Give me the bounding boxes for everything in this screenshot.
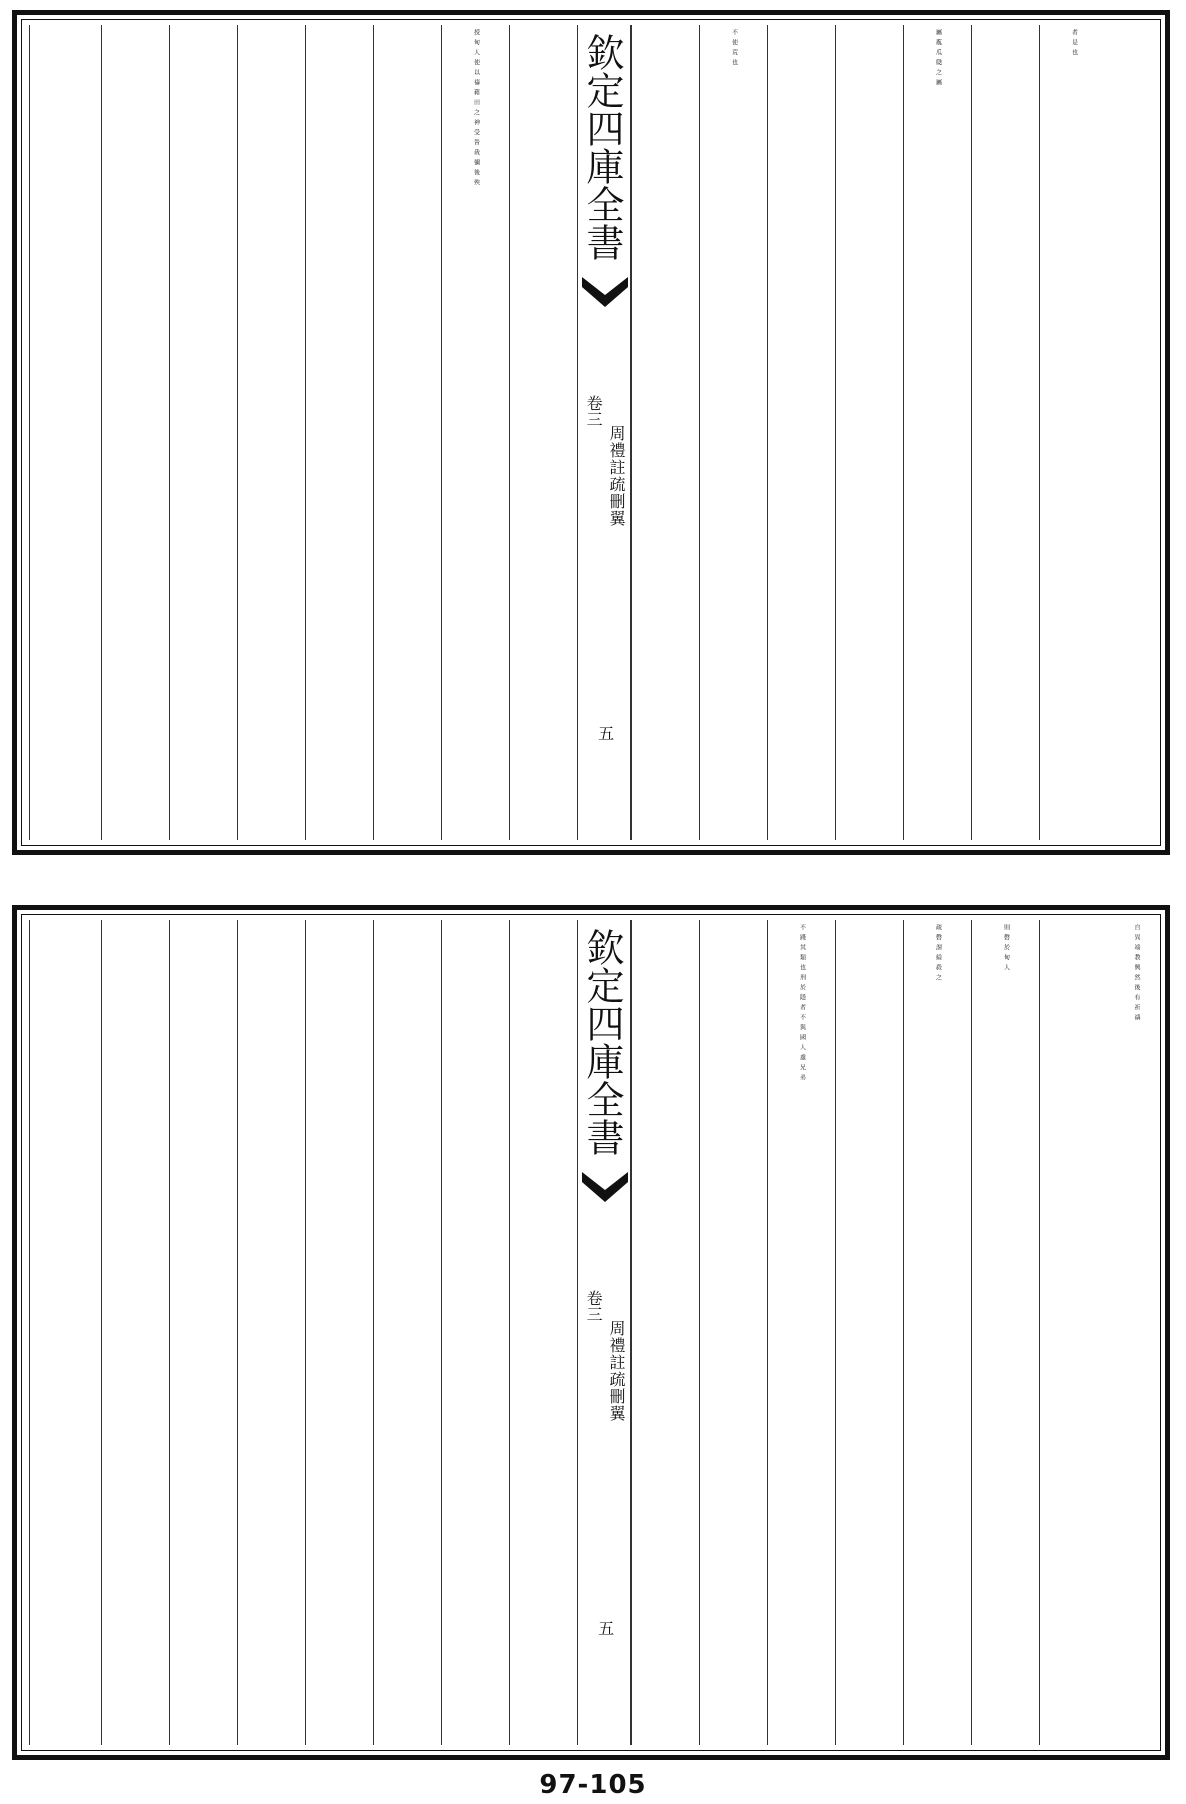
text-column: 屬蓏瓜瓞之屬 [903,25,971,840]
text-column [305,25,373,840]
text-column: 不使荒也 [699,25,767,840]
text-column [373,25,441,840]
text-column: 授甸人使以禱藉田之神受眚烖彌後殃 [441,25,509,840]
series-title: 欽定四庫全書 [580,928,624,1156]
book-title: 周禮註疏刪翼 [607,425,627,527]
fishtail-mark [578,275,632,315]
text-column [509,920,577,1745]
top-text-panel [12,10,1170,855]
text-column: 疏磬謂縊殺之 [903,920,971,1745]
text-column [441,920,509,1745]
bottom-text-panel [12,905,1170,1760]
leaf-number: 五 [595,725,615,741]
volume-label: 卷三 [584,1290,604,1322]
text-column [509,25,577,840]
text-column [169,25,237,840]
text-column [373,920,441,1745]
volume-label: 卷三 [584,395,604,427]
text-column [101,25,169,840]
text-column [237,25,305,840]
page-number: 97-105 [539,1770,647,1800]
text-column [29,25,101,840]
text-column [631,920,699,1745]
text-column [971,25,1039,840]
text-column [767,25,835,840]
text-column [1039,920,1107,1745]
text-column [835,920,903,1745]
center-fold-column [577,25,631,840]
text-column [29,920,101,1745]
text-column: 自異端教興然後有祈禱 [1133,924,1140,1024]
center-fold-column [577,920,631,1745]
leaf-number: 五 [595,1620,615,1636]
text-column [169,920,237,1745]
text-column [1107,25,1165,840]
text-column [305,920,373,1745]
text-column [631,25,699,840]
text-column [699,920,767,1745]
text-column: 則磬於甸人 [971,920,1039,1745]
text-column: 不踐其類也刑於隱者不與國人慮兄弟 [767,920,835,1745]
text-column [101,920,169,1745]
text-column [835,25,903,840]
book-title: 周禮註疏刪翼 [607,1320,627,1422]
fishtail-mark [578,1170,632,1210]
text-column: 者是也 [1039,25,1107,840]
series-title: 欽定四庫全書 [580,33,624,261]
text-column [237,920,305,1745]
